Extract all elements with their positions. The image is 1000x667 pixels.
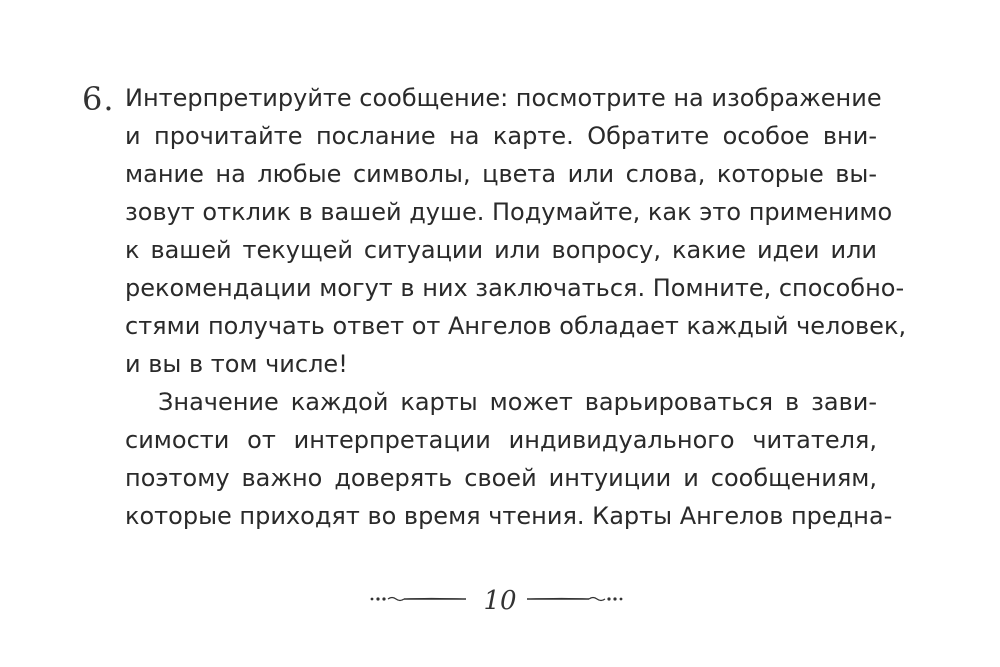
item-text-line: Интерпретируйте сообщение: посмотрите на изображение: [125, 84, 882, 112]
item-text-line: рекомендации могут в них заключаться. Помните, способно-: [125, 274, 905, 302]
page-number: 10: [483, 586, 517, 616]
ornament-left-icon: [368, 589, 468, 609]
item-text-line: к вашей текущей ситуации или вопросу, какие идеи или: [125, 236, 877, 264]
paragraph-text-line: Значение каждой карты может варьироваться в зави-: [158, 388, 877, 416]
list-item-number: 6.: [82, 80, 115, 118]
paragraph-text-line: которые приходят во время чтения. Карты Ангелов предна-: [125, 502, 893, 530]
paragraph-text-line: поэтому важно доверять своей интуиции и сообщениям,: [125, 464, 877, 492]
item-text-line: и прочитайте послание на карте. Обратите особое вни-: [125, 122, 877, 150]
ornament-right-icon: [525, 589, 625, 609]
item-text-line: мание на любые символы, цвета или слова, которые вы-: [125, 160, 877, 188]
item-text-line: и вы в том числе!: [125, 350, 348, 378]
item-text-line: стями получать ответ от Ангелов обладает каждый человек,: [125, 312, 907, 340]
page-footer: [0, 583, 1000, 623]
paragraph-text-line: симости от интерпретации индивидуального читателя,: [125, 426, 877, 454]
item-text-line: зовут отклик в вашей душе. Подумайте, как это применимо: [125, 198, 893, 226]
